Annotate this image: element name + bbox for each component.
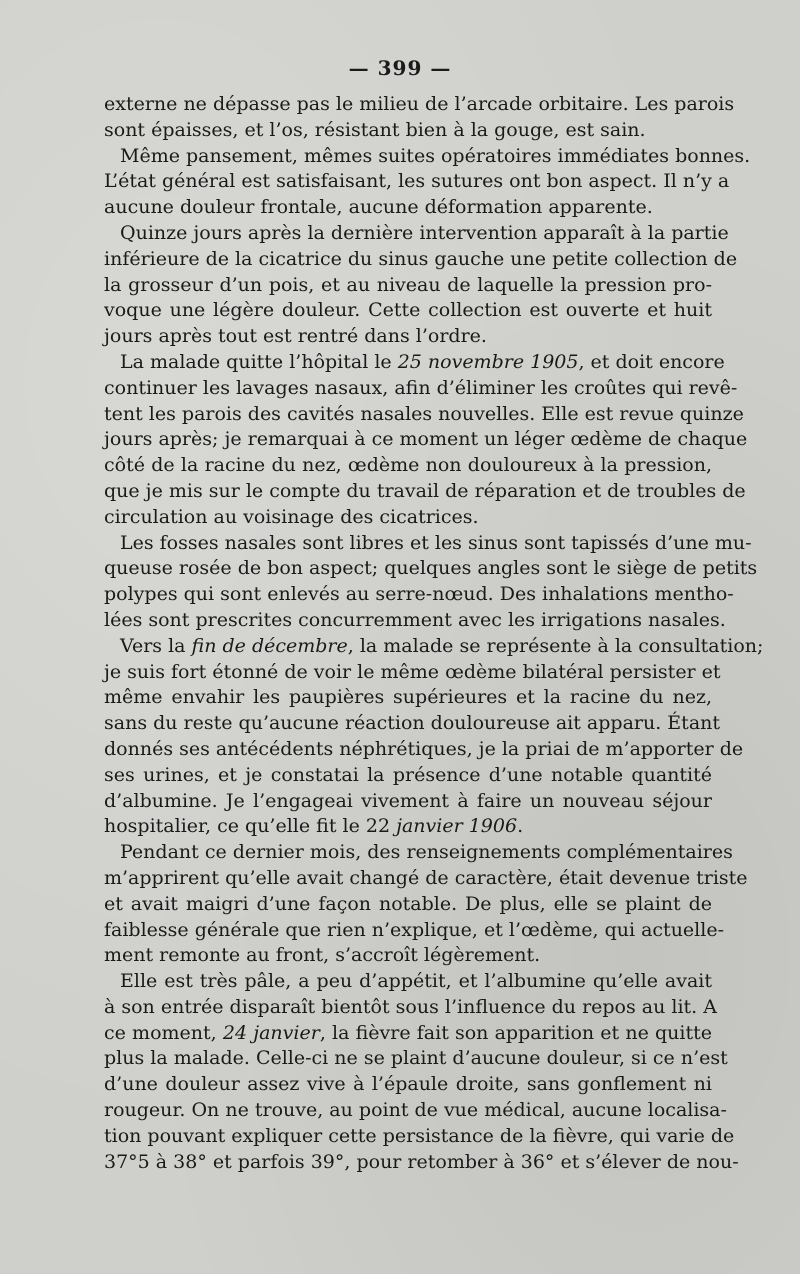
text-line: tion pouvant expliquer cette persistance de la fièvre, qui varie de (104, 1124, 735, 1147)
text-line: ment remonte au front, s’accroît légèrement. (104, 944, 541, 967)
text-line: La malade quitte l’hôpital le 25 novembre 1905, et doit encore (120, 350, 725, 373)
text-line: d’une douleur assez vive à l’épaule droite, sans gonflement ni (104, 1073, 712, 1096)
text-line: ses urines, et je constatai la présence d’une notable quantité (104, 763, 712, 786)
text-line: Elle est très pâle, a peu d’appétit, et l’albumine qu’elle avait (120, 970, 712, 993)
text-line: circulation au voisinage des cicatrices. (104, 505, 479, 528)
text-line: même envahir les paupières supérieures et la racine du nez, (104, 686, 712, 709)
text-line: que je mis sur le compte du travail de réparation et de troubles de (104, 479, 746, 502)
text-line: sont épaisses, et l’os, résistant bien à la gouge, est sain. (104, 118, 646, 141)
text-line: aucune douleur frontale, aucune déformation apparente. (104, 196, 653, 219)
text-line: je suis fort étonné de voir le même œdème bilatéral persister et (104, 660, 721, 683)
page-number: — 399 — (348, 56, 452, 80)
text-line: continuer les lavages nasaux, afin d’éliminer les croûtes qui revê- (104, 376, 738, 399)
text-line: lées sont prescrites concurremment avec les irrigations nasales. (104, 608, 726, 631)
text-line: d’albumine. Je l’engageai vivement à faire un nouveau séjour (104, 789, 712, 812)
text-line: Vers la fin de décembre, la malade se représente à la consultation; (120, 634, 764, 657)
text-line: sans du reste qu’aucune réaction douloureuse ait apparu. Étant (104, 712, 721, 735)
text-line: faiblesse générale que rien n’explique, et l’œdème, qui actuelle- (104, 918, 724, 941)
text-line: m’apprirent qu’elle avait changé de caractère, était devenue triste (104, 866, 748, 889)
text-line: donnés ses antécédents néphrétiques, je la priai de m’apporter de (104, 737, 744, 760)
text-line: côté de la racine du nez, œdème non douloureux à la pression, (104, 454, 712, 477)
text-line: L’état général est satisfaisant, les sutures ont bon aspect. Il n’y a (104, 170, 730, 193)
text-line: externe ne dépasse pas le milieu de l’arcade orbitaire. Les parois (104, 93, 735, 115)
text-line: ce moment, 24 janvier, la fièvre fait son apparition et ne quitte (104, 1021, 712, 1044)
text-line: voque une légère douleur. Cette collection est ouverte et huit (104, 299, 712, 322)
text-line: 37°5 à 38° et parfois 39°, pour retomber à 36° et s’élever de nou- (104, 1150, 739, 1173)
text-line: Les fosses nasales sont libres et les sinus sont tapissés d’une mu- (120, 531, 752, 554)
text-line: et avait maigri d’une façon notable. De plus, elle se plaint de (104, 892, 712, 915)
text-line: Même pansement, mêmes suites opératoires immédiates bonnes. (120, 144, 751, 167)
text-line: la grosseur d’un pois, et au niveau de laquelle la pression pro- (104, 273, 712, 296)
text-line: tent les parois des cavités nasales nouvelles. Elle est revue quinze (104, 402, 744, 425)
text-line: queuse rosée de bon aspect; quelques angles sont le siège de petits (104, 557, 758, 580)
text-line: Pendant ce dernier mois, des renseignements complémentaires (120, 841, 733, 864)
text-line: plus la malade. Celle-ci ne se plaint d’aucune douleur, si ce n’est (104, 1047, 728, 1070)
text-line: jours après; je remarquai à ce moment un léger œdème de chaque (104, 428, 748, 451)
text-line: hospitalier, ce qu’elle fit le 22 janvier 1906. (104, 815, 524, 838)
text-line: à son entrée disparaît bientôt sous l’influence du repos au lit. A (104, 995, 717, 1018)
body-text (104, 92, 764, 1175)
text-line: rougeur. On ne trouve, au point de vue médical, aucune localisa- (104, 1099, 727, 1122)
text-line: inférieure de la cicatrice du sinus gauche une petite collection de (104, 247, 738, 270)
text-line: jours après tout est rentré dans l’ordre. (104, 325, 487, 348)
text-line: polypes qui sont enlevés au serre-nœud. Des inhalations mentho- (104, 583, 734, 606)
text-line: Quinze jours après la dernière intervention apparaît à la partie (120, 221, 729, 244)
